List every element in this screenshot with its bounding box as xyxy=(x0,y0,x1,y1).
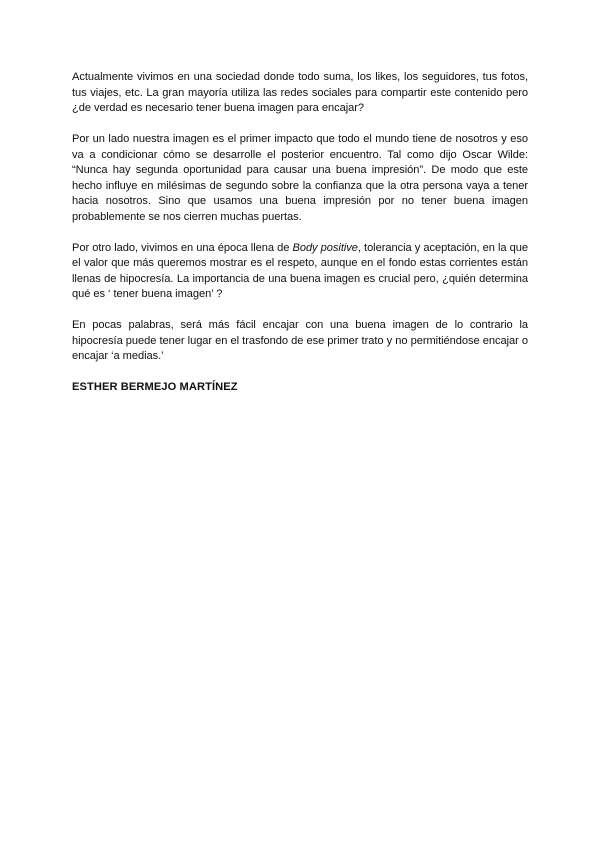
document-page xyxy=(72,70,528,396)
paragraph-intro: Actualmente vivimos en una sociedad donde todo suma, los likes, los seguidores, tus fotos, tus viajes, etc. La gran mayoría utiliza las redes sociales para compartir este contenido pero ¿de verdad es necesario tener buena imagen para encajar? xyxy=(72,71,528,114)
author-signature: ESTHER BERMEJO MARTÍNEZ xyxy=(72,381,238,393)
paragraph-first-impression: Por un lado nuestra imagen es el primer impacto que todo el mundo tiene de nosotros y eso va a condicionar cómo se desarrolle el posterior encuentro. Tal como dijo Oscar Wilde: “Nunca hay segunda oportunidad para causar una buena impresión”. De modo que este hecho influye en milésimas de segundo sobre la confianza que la otra persona vaya a tener hacia nosotros. Sino que usamos una buena impresión por no tener buena imagen probablemente se nos cierren muchas puertas. xyxy=(72,133,528,223)
paragraph-body-positive-start: Por otro lado, vivimos en una época llena de xyxy=(72,241,293,254)
paragraph-body-positive-end: , tolerancia y aceptación, en la que el valor que más queremos mostrar es el respeto, aunque en el fondo estas corrientes están llenas de hipocresía. La importancia de una buena imagen es crucial pero, ¿quién determina qué es ‘ tener buena imagen’ ? xyxy=(72,241,529,300)
body-positive-term: Body positive xyxy=(292,241,358,254)
paragraph-conclusion: En pocas palabras, será más fácil encajar con una buena imagen de lo contrario la hipocresía puede tener lugar en el trasfondo de ese primer trato y no permitiéndose encajar o encajar ‘a medias.’ xyxy=(72,319,528,362)
paragraph-body-positive xyxy=(72,241,528,303)
